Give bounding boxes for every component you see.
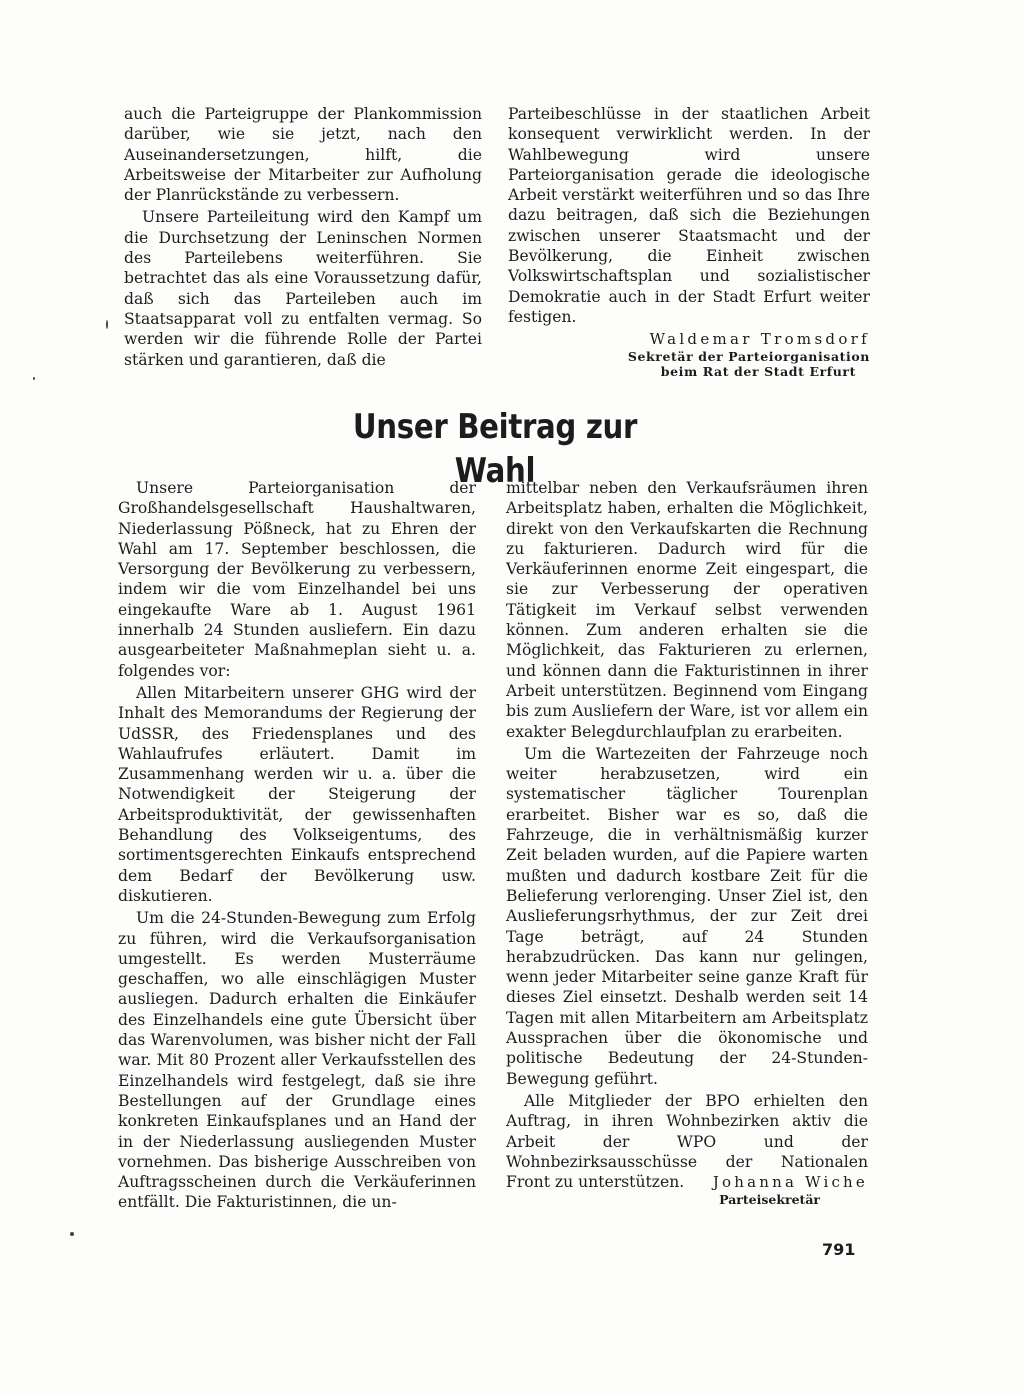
paragraph: Unsere Parteileitung wird den Kampf um die Durchsetzung der Leninschen Normen des Parteilebens weiterführen. Sie betrachtet das als eine Voraussetzung dafür, daß sich das Parteileben auch im Staatsapparat voll zu entfalten vermag. So werden wir die führende Rolle der Partei stärken und garantieren, daß die — [124, 208, 482, 369]
article-left-column — [118, 478, 476, 1213]
signature-role-line: Sekretär der Parteiorganisation — [627, 349, 870, 365]
scan-speck — [33, 377, 35, 380]
top-right-column — [508, 104, 870, 379]
paragraph: Parteibeschlüsse in der staatlichen Arbeit konsequent verwirklicht werden. In der Wahlbewegung wird unsere Parteiorganisation gerade die ideologische Arbeit verstärkt weiterführen und so das Ihre dazu beitragen, daß sich die Beziehungen zwischen unserer Staatsmacht und der Bevölkerung, die Einheit zwischen Volkswirtschaftsplan und sozialistischer Demokratie auch in der Stadt Erfurt weiter festigen. — [508, 105, 870, 326]
article-right-column — [506, 478, 868, 1208]
signature-role-line: beim Rat der Stadt Erfurt — [660, 364, 856, 380]
scan-speck — [106, 320, 108, 329]
paragraph: mittelbar neben den Verkaufsräumen ihren Arbeitsplatz haben, erhalten die Möglichkeit, direkt von den Verkaufskarten die Rechnung zu fakturieren. Dadurch wird für die Verkäuferinnen enorme Zeit eingespart, die sie zur Verbesserung der operativen Tätigkeit im Verkauf selbst verwenden können. Zum anderen erhalten sie die Möglichkeit, das Fakturieren zu erlernen, und können dann die Fakturistinnen in ihrer Arbeit unterstützen. Beginnend vom Eingang bis zum Ausliefern der Ware, ist vor allem ein exakter Belegdurchlaufplan zu erarbeiten. — [506, 479, 868, 741]
paragraph: Um die Wartezeiten der Fahrzeuge noch weiter herabzusetzen, wird ein systematischer täglicher Tourenplan erarbeitet. Bisher war es so, daß die Fahrzeuge, die in verhältnismäßig kurzer Zeit beladen wurden, auf die Papiere warten mußten und dadurch kostbare Zeit für die Belieferung verlorenging. Unser Ziel ist, den Auslieferungsrhythmus, der zur Zeit drei Tage beträgt, auf 24 Stunden herabzudrücken. Das kann nur gelingen, wenn jeder Mitarbeiter seine ganze Kraft für dieses Ziel einsetzt. Deshalb werden seit 14 Tagen mit allen Mitarbeitern am Arbeitsplatz Aussprachen über die ökonomische und politische Bedeutung der 24-Stunden-Bewegung geführt. — [506, 744, 868, 1088]
signature-name: Johanna Wiche — [712, 1173, 868, 1192]
paragraph: Um die 24-Stunden-Bewegung zum Erfolg zu führen, wird die Verkaufsorganisation umgestellt. Es werden Musterräume geschaffen, wo alle einschlägigen Muster ausliegen. Dadurch erhalten die Einkäufer des Einzelhandels eine gute Übersicht über das Warenvolumen, was bisher nicht der Fall war. Mit 80 Prozent aller Verkaufsstellen des Einzelhandels wird festgelegt, daß sie ihre Bestellungen auf der Grundlage eines konkreten Einkaufsplanes und an Hand der in der Niederlassung ausliegenden Muster vornehmen. Das bisherige Ausschreiben von Auftragsscheinen durch die Verkäuferinnen entfällt. Die Fakturistinnen, die un- — [118, 909, 476, 1212]
top-left-column — [124, 104, 482, 370]
page-number: 791 — [822, 1240, 856, 1259]
paragraph: Allen Mitarbeitern unserer GHG wird der Inhalt des Memorandums der Regierung der UdSSR, des Friedensplanes und des Wahlaufrufes erläutert. Damit im Zusammenhang werden wir u. a. über die Notwendigkeit der Steigerung der Arbeitsproduktivität, der gewissenhaften Behandlung des Volkseigentums, des sortimentsgerechten Einkaufs entsprechend dem Bedarf der Bevölkerung usw. diskutieren. — [118, 683, 476, 905]
signature-role: Parteisekretär — [719, 1192, 820, 1208]
scan-speck — [70, 1232, 74, 1236]
signature-role — [508, 349, 870, 379]
paragraph: Alle Mitglieder der BPO erhielten den Auftrag, in ihren Wohnbezirken aktiv die Arbeit der WPO und der Wohnbezirksausschüsse der Nationalen Front zu unterstützen. — [506, 1091, 868, 1192]
article-headline: Unser Beitrag zur Wahl — [352, 407, 638, 491]
paragraph: auch die Parteigruppe der Plankommission darüber, wie sie jetzt, nach den Auseinandersetzungen, hilft, die Arbeitsweise der Mitarbeiter zur Aufholung der Planrückstände zu verbessern. — [124, 105, 482, 205]
paragraph: Unsere Parteiorganisation der Großhandelsgesellschaft Haushaltwaren, Niederlassung Pößneck, hat zu Ehren der Wahl am 17. September beschlossen, die Versorgung der Bevölkerung zu verbessern, indem wir die vom Einzelhandel bei uns eingekaufte Ware ab 1. August 1961 innerhalb 24 Stunden ausliefern. Ein dazu ausgearbeiteter Maßnahmeplan sieht u. a. folgendes vor: — [118, 479, 476, 680]
signature-name: Waldemar Tromsdorf — [649, 330, 870, 349]
